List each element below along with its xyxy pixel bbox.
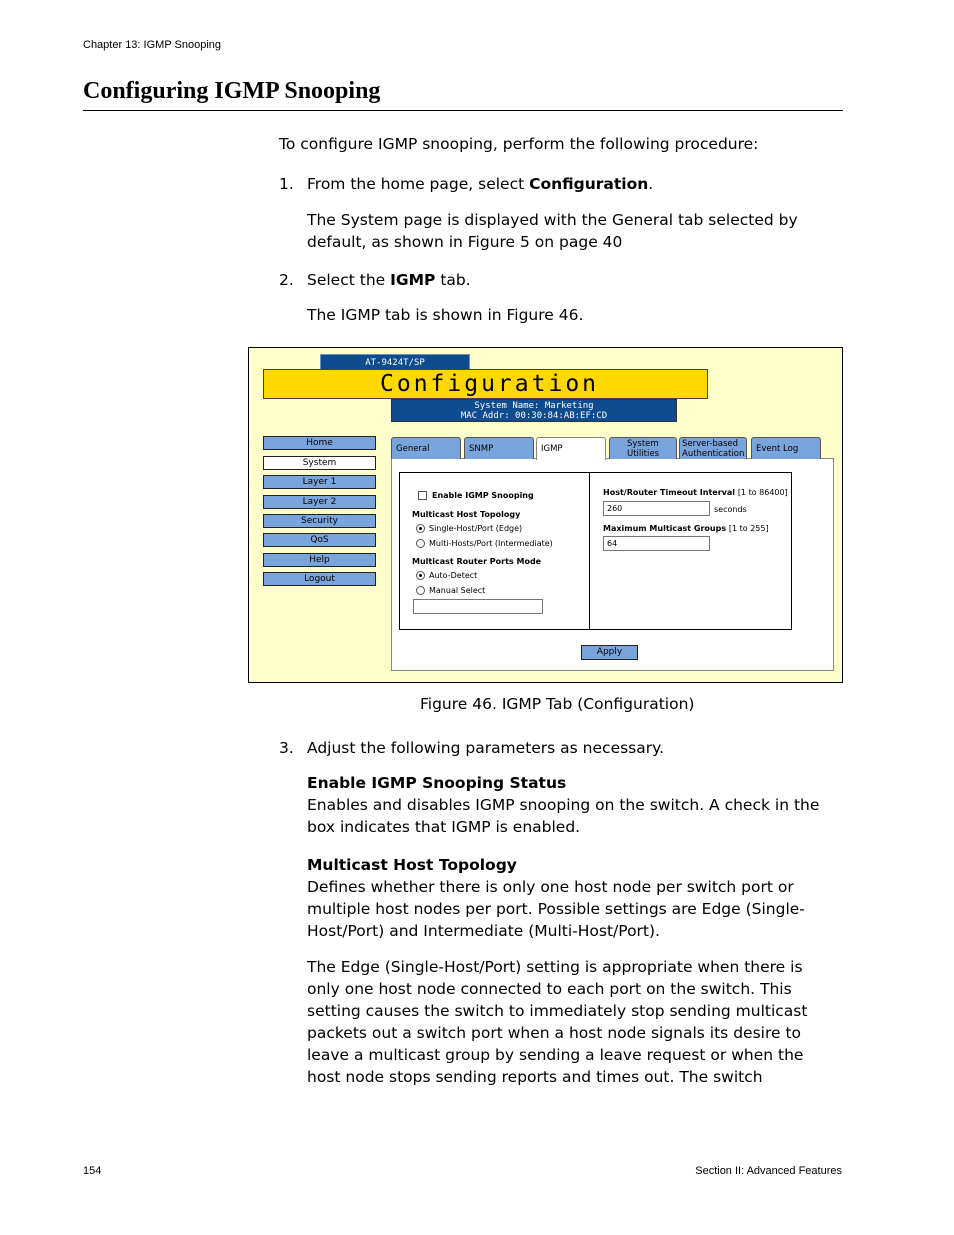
nav-qos-button[interactable]: QoS: [263, 533, 376, 547]
tab-snmp[interactable]: SNMP: [464, 437, 534, 459]
apply-button[interactable]: Apply: [581, 645, 638, 660]
section-footer: Section II: Advanced Features: [695, 1165, 842, 1177]
running-header: Chapter 13: IGMP Snooping: [83, 39, 221, 51]
page-number: 154: [83, 1165, 102, 1177]
router-auto-label: Auto-Detect: [429, 571, 478, 580]
step-3-number: 3.: [279, 739, 294, 757]
enable-igmp-label: Enable IGMP Snooping: [432, 491, 534, 500]
panel-divider: [589, 472, 590, 630]
timeout-input[interactable]: 260: [603, 501, 710, 516]
topology-intermediate-radio[interactable]: [416, 539, 425, 548]
page-title: Configuring IGMP Snooping: [83, 78, 381, 104]
title-rule: [83, 110, 843, 111]
nav-security-button[interactable]: Security: [263, 514, 376, 528]
nav-system-button[interactable]: System: [263, 456, 376, 470]
step-2-number: 2.: [279, 271, 294, 289]
nav-home-button[interactable]: Home: [263, 436, 376, 450]
param-enable-igmp: Enable IGMP Snooping Status Enables and disables IGMP snooping on the switch. A check in the box indicates that IGMP is enabled.: [307, 772, 827, 838]
intro-text: To configure IGMP snooping, perform the following procedure:: [279, 135, 759, 153]
step-3-text: Adjust the following parameters as necessary.: [307, 739, 665, 757]
enable-igmp-checkbox[interactable]: [418, 491, 427, 500]
tab-general[interactable]: General: [391, 437, 461, 459]
nav-help-button[interactable]: Help: [263, 553, 376, 567]
topology-edge-radio[interactable]: [416, 524, 425, 533]
nav-layer2-button[interactable]: Layer 2: [263, 495, 376, 509]
topology-edge-label: Single-Host/Port (Edge): [429, 524, 523, 533]
param-host-topology: Multicast Host Topology Defines whether there is only one host node per switch port or multiple host nodes per port. Possible settings are Edge (Single- Host/Port) and Intermediate (Multi-Host/Port).: [307, 854, 827, 942]
igmp-tab-figure: [248, 347, 843, 683]
router-mode-label: Multicast Router Ports Mode: [412, 557, 542, 566]
edge-setting-paragraph: The Edge (Single-Host/Port) setting is appropriate when there is only one host node connected to each port on the switch. This setting causes the switch to immediately stop sending multicast packets out a switch port when a host node signals its desire to leave a multicast group by sending a leave request or when the host node stops sending reports and times out. The switch: [307, 958, 808, 1086]
router-manual-radio[interactable]: [416, 586, 425, 595]
step-1-note: The System page is displayed with the General tab selected by default, as shown in Figure 5 on page 40: [307, 211, 798, 251]
step-1-number: 1.: [279, 175, 294, 193]
groups-input[interactable]: 64: [603, 536, 710, 551]
tab-event-log[interactable]: Event Log: [751, 437, 821, 459]
system-info-box: System Name: Marketing MAC Addr: 00:30:84:AB:EF:CD: [391, 399, 677, 422]
router-manual-label: Manual Select: [429, 586, 486, 595]
topology-label: Multicast Host Topology: [412, 510, 521, 519]
nav-logout-button[interactable]: Logout: [263, 572, 376, 586]
topology-intermediate-label: Multi-Hosts/Port (Intermediate): [429, 539, 553, 548]
router-auto-radio[interactable]: [416, 571, 425, 580]
groups-label: Maximum Multicast Groups [1 to 255]: [603, 524, 769, 533]
timeout-unit: seconds: [714, 505, 747, 514]
param-host-topology-title: Multicast Host Topology: [307, 856, 517, 874]
tab-system-utilities[interactable]: System Utilities: [609, 437, 677, 459]
figure-caption: Figure 46. IGMP Tab (Configuration): [420, 695, 695, 713]
manual-ports-input[interactable]: [413, 599, 543, 614]
nav-layer1-button[interactable]: Layer 1: [263, 475, 376, 489]
step-2-text: Select the IGMP tab.: [307, 271, 471, 289]
step-1-text: From the home page, select Configuration.: [307, 175, 654, 193]
tab-igmp[interactable]: IGMP: [536, 437, 606, 460]
step-2-note: The IGMP tab is shown in Figure 46.: [307, 306, 584, 324]
tab-server-auth[interactable]: Server-based Authentication: [679, 437, 747, 459]
configuration-banner: Configuration: [263, 369, 708, 399]
timeout-label: Host/Router Timeout Interval [1 to 86400]: [603, 488, 788, 497]
param-enable-igmp-title: Enable IGMP Snooping Status: [307, 774, 567, 792]
model-label: AT-9424T/SP: [320, 354, 470, 370]
